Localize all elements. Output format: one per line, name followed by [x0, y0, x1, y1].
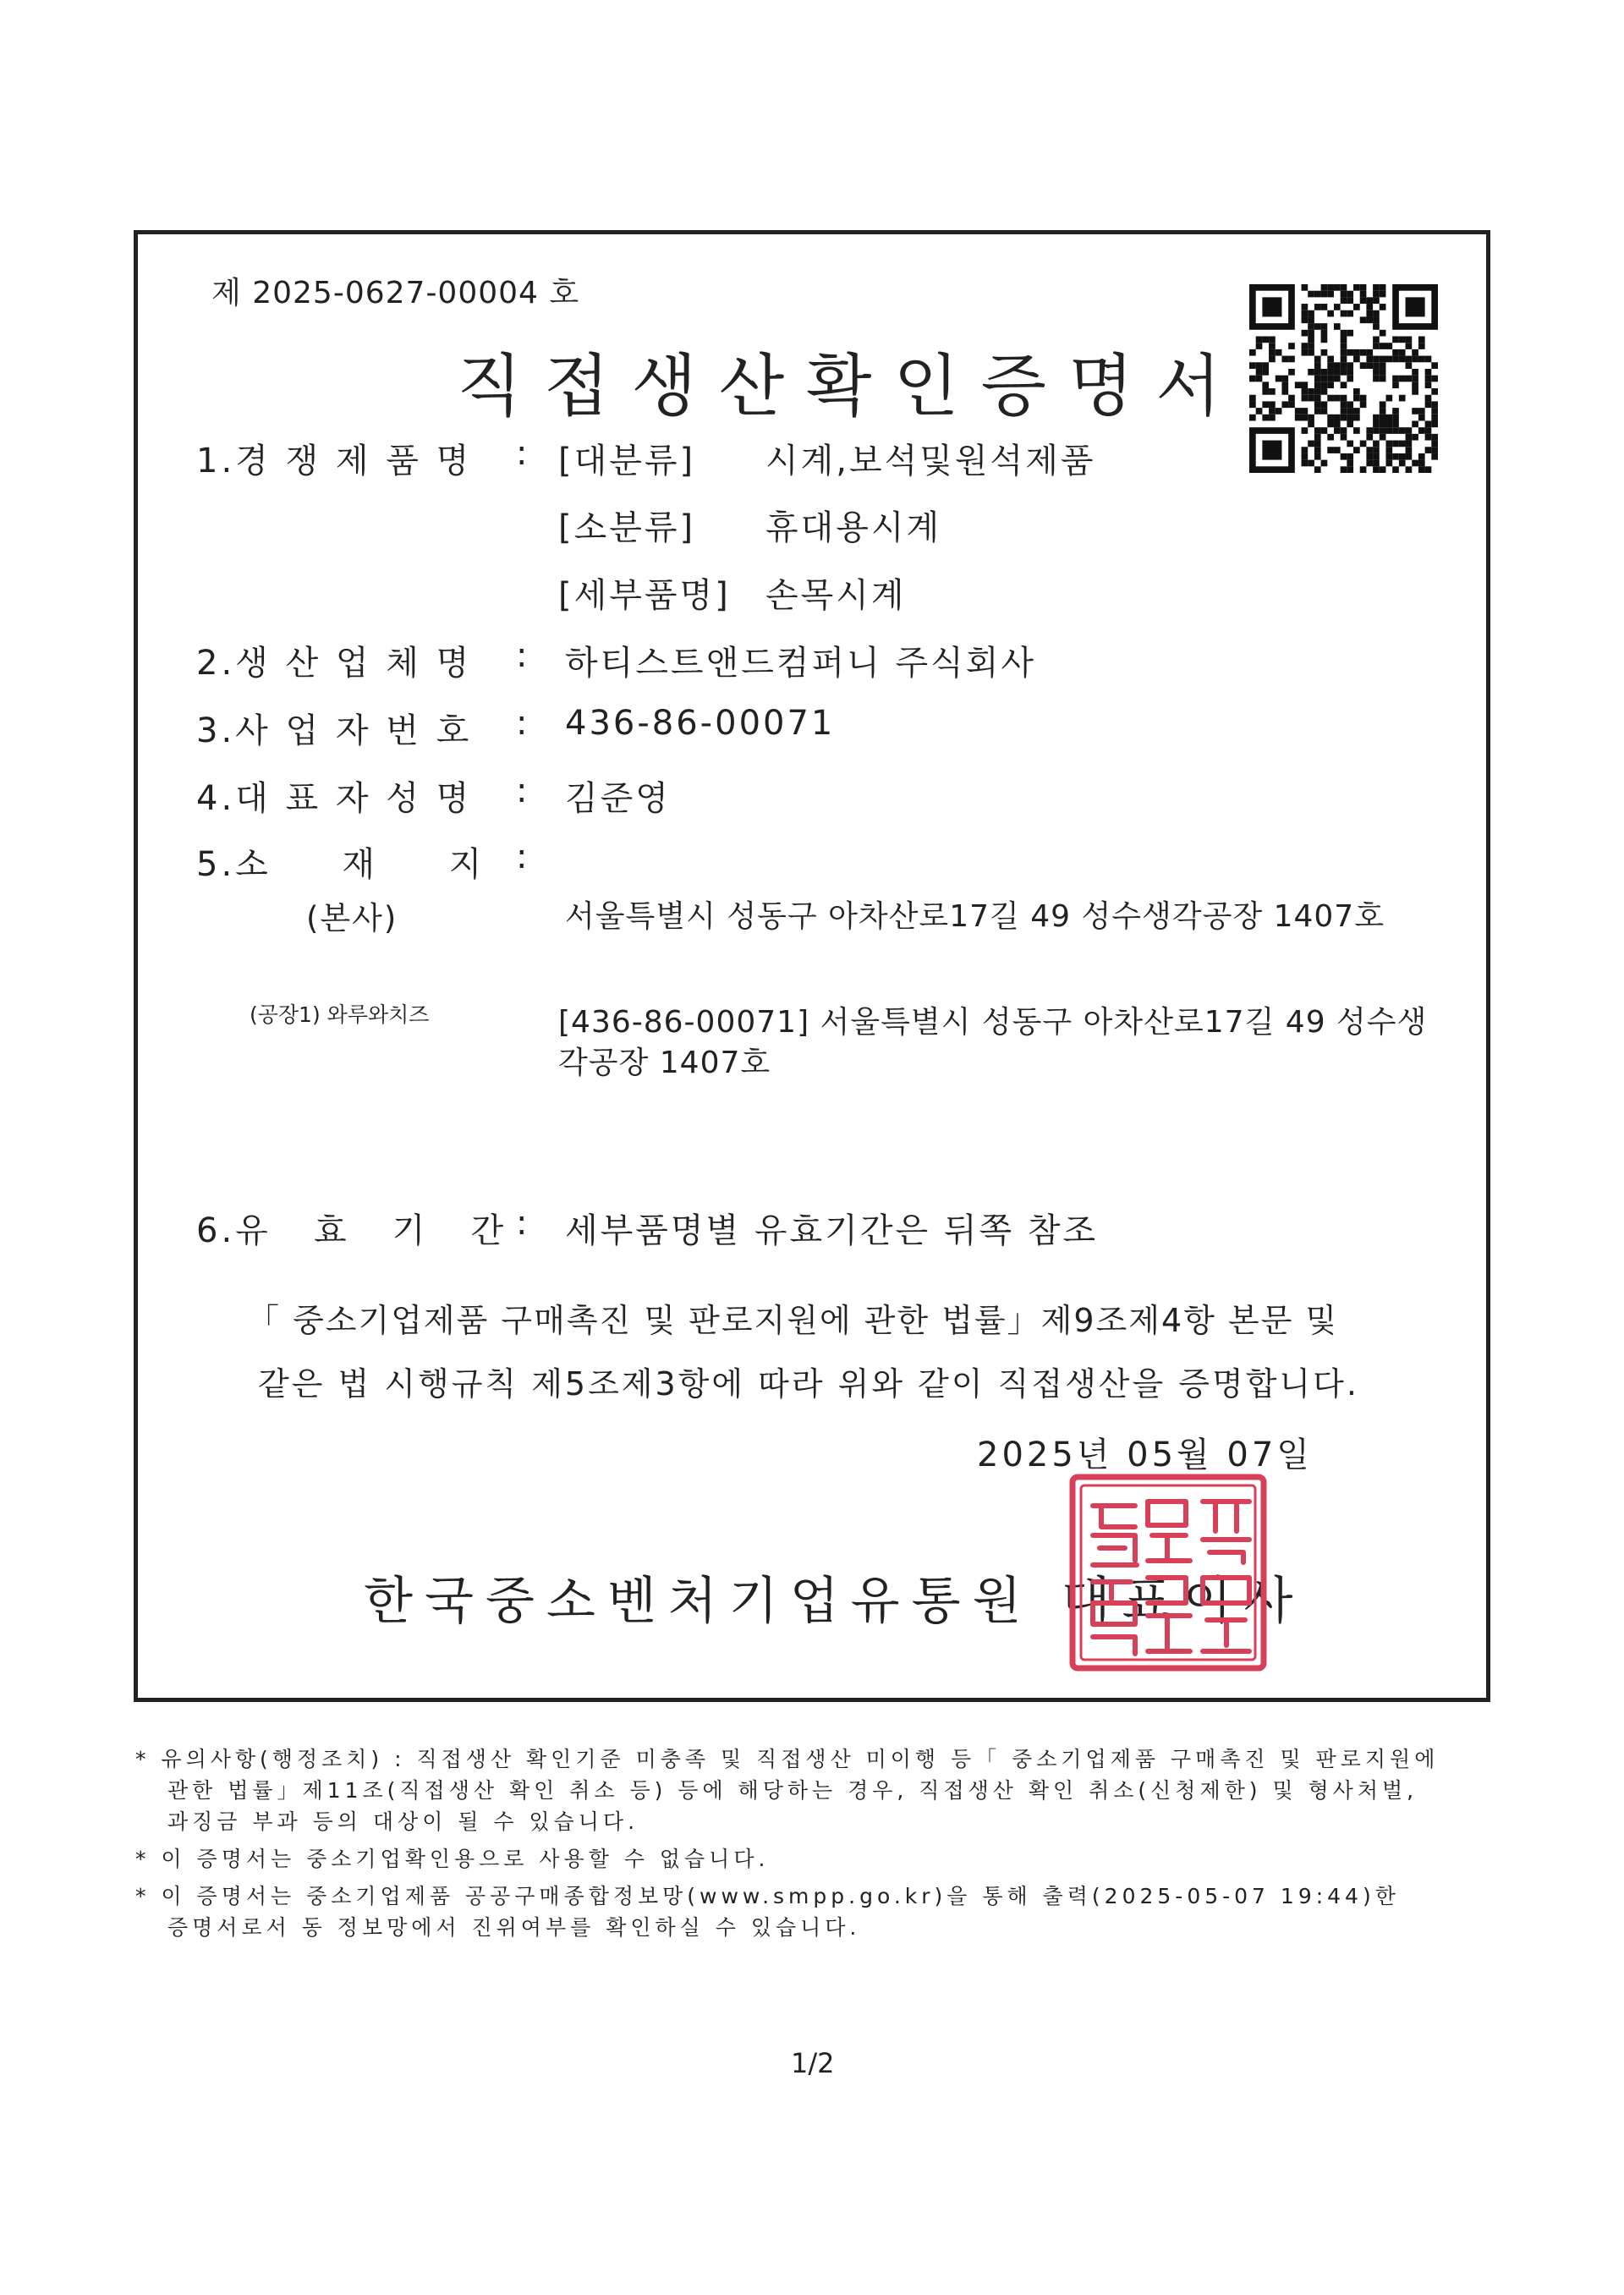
colon: :	[516, 771, 528, 810]
major-category-value: 시계,보석및원석제품	[765, 442, 1096, 480]
hq-address: 서울특별시 성동구 아차산로17길 49 성수생각공장 1407호	[565, 899, 1385, 934]
colon: :	[516, 1204, 528, 1243]
company-value: 하티스트앤드컴퍼니 주식회사	[565, 644, 1037, 683]
factory-address-line2: 각공장 1407호	[558, 1046, 771, 1080]
note-1-line2: 관한 법률」제11조(직접생산 확인 취소 등) 등에 해당하는 경우, 직접생산 확인 취소(신청제한) 및 형사처벌,	[167, 1778, 1418, 1803]
colon: :	[516, 837, 528, 876]
note-2: * 이 증명서는 중소기업확인용으로 사용할 수 없습니다.	[135, 1847, 770, 1871]
location-label: 5.소 재 지	[196, 845, 486, 884]
factory-address-line1: [436-86-00071] 서울특별시 성동구 아차산로17길 49 성수생	[558, 1005, 1428, 1040]
note-3-line2: 증명서로서 동 정보망에서 진위여부를 확인하실 수 있습니다.	[167, 1915, 861, 1940]
minor-category-value: 휴대용시계	[765, 508, 942, 547]
business-number-value: 436-86-00071	[565, 704, 836, 743]
page-number: 1/2	[791, 2047, 835, 2079]
statement-line1: 「 중소기업제품 구매촉진 및 판로지원에 관한 법률」제9조제4항 본문 및	[247, 1302, 1339, 1339]
certificate-title: 직접생산확인증명서	[457, 347, 1243, 426]
issue-date: 2025년 05월 07일	[977, 1436, 1313, 1474]
statement-line2: 같은 법 시행규칙 제5조제3항에 따라 위와 같이 직접생산을 증명합니다.	[258, 1365, 1359, 1403]
colon: :	[516, 636, 528, 675]
representative-label: 4.대 표 자 성 명	[196, 779, 473, 818]
product-label: 1.경 쟁 제 품 명	[196, 442, 473, 480]
note-1-line1: * 유의사항(행정조치) : 직접생산 확인기준 미충족 및 직접생산 미이행 등「 중소기업제품 구매촉진 및 판로지원에	[135, 1747, 1440, 1771]
major-category-tag: [대분류]	[558, 442, 696, 480]
certificate-number: 제 2025-0627-00004 호	[211, 276, 580, 310]
hq-label: (본사)	[306, 900, 398, 936]
official-seal	[1067, 1472, 1269, 1673]
factory-label: (공장1) 와루와치즈	[250, 1002, 430, 1027]
note-1-line3: 과징금 부과 등의 대상이 될 수 있습니다.	[167, 1809, 639, 1834]
validity-label: 6.유 효 기 간	[196, 1211, 508, 1250]
detail-item-tag: [세부품명]	[558, 576, 731, 615]
detail-item-value: 손목시계	[765, 576, 907, 615]
note-3-line1: * 이 증명서는 중소기업제품 공공구매종합정보망(www.smpp.go.kr)을 통해 출력(2025-05-07 19:44)한	[135, 1884, 1400, 1908]
validity-value: 세부품명별 유효기간은 뒤쪽 참조	[565, 1211, 1099, 1250]
colon: :	[516, 704, 528, 743]
minor-category-tag: [소분류]	[558, 508, 696, 547]
representative-value: 김준영	[565, 779, 671, 818]
business-number-label: 3.사 업 자 번 호	[196, 711, 473, 750]
company-label: 2.생 산 업 체 명	[196, 644, 473, 683]
qr-code-icon	[1249, 284, 1438, 473]
issuer-name: 한국중소벤처기업유통원 대표이사	[364, 1572, 1305, 1631]
colon: :	[516, 434, 528, 473]
